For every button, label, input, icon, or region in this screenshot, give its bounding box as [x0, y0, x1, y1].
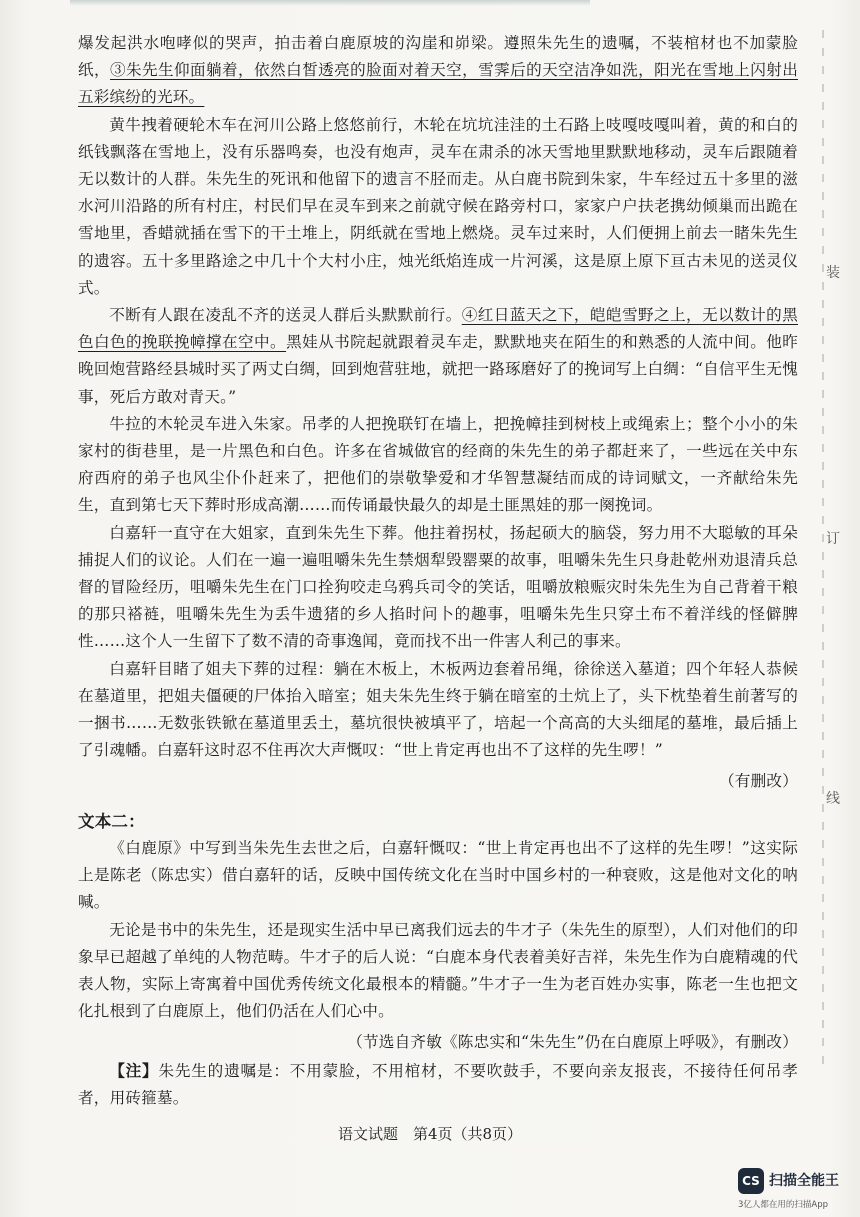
footnote [78, 1057, 798, 1112]
source-note-one: （有删改） [719, 772, 798, 791]
paragraph-text: 白嘉轩目睹了姐夫下葬的过程：躺在木板上，木板两边套着吊绳，徐徐送入墓道；四个年轻人恭候在墓道里，把姐夫僵硬的尸体抬入暗室；姐夫朱先生终于躺在暗室的土炕上了，头下枕垫着生前著写的一捆书……无数张铁锨在墓道里丢土，墓坑很快被填平了，培起一个高高的大头细尾的墓堆，最后插上了引魂幡。白嘉轩这时忍不住再次大声慨叹：“世上肯定再也出不了这样的先生啰！” [78, 659, 798, 760]
footnote-label: 【注】 [109, 1060, 159, 1080]
source-note-two: （节选自齐敏《陈忠实和“朱先生”仍在白鹿原上呼吸》，有删改） [347, 1033, 798, 1052]
scanner-tagline: 3亿人都在用的扫描App [738, 1200, 829, 1210]
text-two-paragraph: 《白鹿原》中写到当朱先生去世之后，白嘉轩慨叹：“世上肯定再也出不了这样的先生啰！”这实际上是陈老（陈忠实）借白嘉轩的话，反映中国传统文化在当时中国乡村的一种衰败，这是他对文化的呐喊。 [78, 838, 798, 912]
binding-line [822, 30, 824, 1070]
text-one [78, 30, 798, 764]
paragraph-text: 黑娃从书院起就跟着灵车走，默默地夹在陌生的和熟悉的人流中间。他昨晚回炮营路经县城时买了两丈白绸，回到炮营驻地，就把一路琢磨好了的挽词写上白绸：“自信平生无愧事，死后方敢对青天。” [78, 333, 798, 406]
text-one-paragraph [78, 112, 798, 302]
text-two-heading: 文本二： [78, 811, 145, 831]
text-one-paragraph [78, 520, 798, 656]
text-one-paragraph [78, 30, 798, 112]
text-two-paragraph: 无论是书中的朱先生，还是现实生活中早已离我们远去的牛才子（朱先生的原型），人们对他们的印象早已超越了单纯的人物范畴。牛才子的后人说：“白鹿本身代表着美好吉祥，朱先生作为白鹿精魂的代表人物，实际上寄寓着中国优秀传统文化最根本的精髓。”牛才子一生为老百姓办实事，陈老一生也把文化扎根到了白鹿原上，他们仍活在人们心中。 [78, 920, 798, 1021]
scanner-watermark [738, 1168, 858, 1214]
text-one-paragraph [78, 302, 798, 411]
scanner-app-name: 扫描全能王 [769, 1173, 839, 1189]
binding-margin-char: 订 [826, 531, 840, 547]
underlined-sentence: ③朱先生仰面躺着，依然白皙透亮的脸面对着天空，雪霁后的天空洁净如洗，阳光在雪地上闪射出五彩缤纷的光环。 [78, 61, 798, 107]
paragraph-text: 爆发起洪水咆哮似的哭声，拍击着白鹿原坡的沟崖和峁梁。遵照朱先生的遗嘱，不装棺材也不加蒙脸纸， [78, 34, 798, 80]
paragraph-text: 牛拉的木轮灵车进入朱家。吊孝的人把挽联钉在墙上，把挽幛挂到树枝上或绳索上；整个小小的朱家村的街巷里，是一片黑色和白色。许多在省城做官的经商的朱先生的弟子都赶来了，一些远在关中东府西府的弟子也风尘仆仆赶来了，把他们的崇敬挚爱和才华智慧凝结而成的诗词赋文，一齐献给朱先生，直到第七天下葬时形成高潮……而传诵最快最久的却是土匪黑娃的那一阕挽词。 [78, 414, 798, 515]
footnote-text: 朱先生的遗嘱是：不用蒙脸，不用棺材，不要吹鼓手，不要向亲友报丧，不接待任何吊孝者，用砖箍墓。 [78, 1061, 798, 1107]
paragraph-text: 白嘉轩一直守在大姐家，直到朱先生下葬。他拄着拐杖，扬起硕大的脑袋，努力用不大聪敏的耳朵捕捉人们的议论。人们在一遍一遍咀嚼朱先生禁烟犁毁罂粟的故事，咀嚼朱先生只身赴乾州劝退清兵总督的冒险经历，咀嚼朱先生在门口拴狗咬走乌鸦兵司令的笑话，咀嚼放粮赈灾时朱先生为自己背着干粮的那只褡裢，咀嚼朱先生为丢牛遗猪的乡人掐时问卜的趣事，咀嚼朱先生只穿土布不着洋线的怪僻脾性……这个人一生留下了数不清的奇事逸闻，竟而找不出一件害人利己的事来。 [78, 523, 798, 651]
article-body [78, 30, 798, 1112]
paragraph-text: 黄牛拽着硬轮木车在河川公路上悠悠前行，木轮在坑坑洼洼的土石路上吱嘎吱嘎叫着，黄的和白的纸钱飘落在雪地上，没有乐器鸣奏，也没有炮声，灵车在肃杀的冰天雪地里默默地移动，灵车后跟随着无以数计的人群。朱先生的死讯和他留下的遗言不胫而走。从白鹿书院到朱家，牛车经过五十多里的滋水河川沿路的所有村庄，村民们早在灵车到来之前就守候在路旁村口，家家户户扶老携幼倾巢而出跪在雪地里，香蜡就插在雪下的干土堆上，阴纸就在雪地上燃烧。灵车过来时，人们便拥上前去一睹朱先生的遗容。五十多里路途之中几十个大村小庄，烛光纸焰连成一片河溪，这是原上原下亘古未见的送灵仪式。 [78, 115, 798, 297]
scan-artifact-band [70, 0, 590, 6]
text-one-paragraph [78, 656, 798, 765]
binding-margin-char: 线 [826, 791, 840, 807]
binding-margin-char: 装 [826, 265, 840, 281]
scanner-logo-icon: CS [738, 1168, 764, 1194]
text-one-paragraph [78, 411, 798, 520]
page-footer: 语文试题 第4页（共8页） [337, 1125, 523, 1143]
underlined-sentence: ④红日蓝天之下，皑皑雪野之上，无以数计的黑色白色的挽联挽幛撑在空中。 [78, 306, 798, 352]
paragraph-text: 不断有人跟在凌乱不齐的送灵人群后头默默前行。 [109, 306, 462, 325]
